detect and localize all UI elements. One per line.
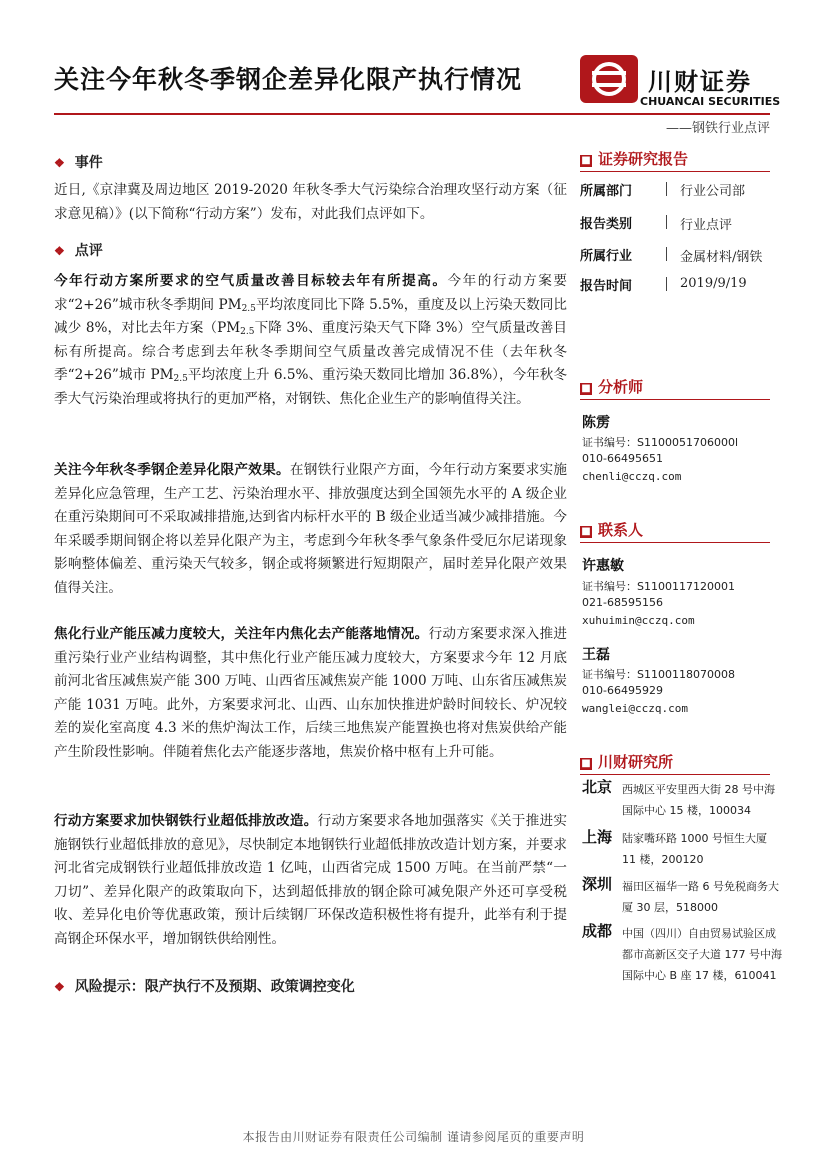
section-heading-event: ❖ 事件 — [54, 155, 103, 171]
report-subtitle: ——钢铁行业点评 — [665, 121, 770, 136]
paragraph-lead: 今年行动方案所要求的空气质量改善目标较去年有所提高。 — [54, 273, 448, 289]
square-bullet-icon: ■ — [581, 758, 591, 769]
square-bullet-icon: ■ — [581, 526, 591, 537]
brand-name-cn: 川财证券 — [648, 68, 752, 96]
square-bullet-icon: ■ — [581, 155, 591, 166]
office-city-shanghai: 上海 — [582, 828, 613, 846]
header-divider — [54, 113, 770, 115]
comment-paragraph-4: 行动方案要求加快钢铁行业超低排放改造。行动方案要求各地加强落实《关于推进实施钢铁行业超低排放的意见》，尽快制定本地钢铁行业超低排放改造计划方案，并要求河北省完成钢铁行业超低排放改造 1 亿吨，山西省完成 1500 万吨。在当前严禁“一刀切”、差异化限产的政策取向下，达到超低排放的钢企除可减免限产外还可享受税收、差异化电价等优惠政策，预计后续钢厂环保改造积极性将有提升，此举有利于提高钢企环保水平，增加钢铁供给刚性。 — [54, 813, 568, 947]
contact-phone: 021-68595156 — [582, 596, 663, 609]
office-city-shenzhen: 深圳 — [582, 875, 613, 893]
contact-email: wanglei@cczq.com — [582, 702, 688, 715]
diamond-bullet-icon: ❖ — [54, 980, 65, 994]
analyst-name: 陈雳 — [582, 415, 610, 431]
paragraph-lead: 行动方案要求加快钢铁行业超低排放改造。 — [54, 813, 318, 829]
paragraph-lead: 焦化行业产能压减力度较大，关注年内焦化去产能落地情况。 — [54, 626, 429, 642]
info-separator — [666, 215, 667, 229]
info-label-industry: 所属行业 — [580, 249, 633, 264]
info-separator — [666, 247, 667, 261]
event-paragraph: 近日,《京津冀及周边地区 2019-2020 年秋冬季大气污染综合治理攻坚行动方案（征求意见稿）》(以下简称“行动方案”）发布，对此我们点评如下。 — [54, 182, 567, 222]
sidebar-divider — [580, 399, 770, 400]
paragraph-lead: 关注今年秋冬季钢企差异化限产效果。 — [54, 462, 290, 478]
risk-warning: ❖ 风险提示：限产执行不及预期、政策调控变化 — [54, 979, 355, 995]
page-footer: 本报告由川财证券有限责任公司编制 谨请参阅尾页的重要声明 — [242, 1130, 585, 1144]
comment-paragraph-1: 今年行动方案所要求的空气质量改善目标较去年有所提高。今年的行动方案要求“2+26”城市秋冬季期间 $PM_{2.5}$平均浓度同比下降 5.5%，重度及以上污染天数同比减少 8%，对比去年方案（$PM_{2.5}$下降 3%、重度污染天气下降 3%）空气质量改善目标有所提高。综合考虑到去年秋冬季期间空气质量改善完成情况不佳（去年秋冬季“2+26”城市 $PM_{2.5}$平均浓度上升 6.5%、重污染天数同比增加 36.8%），今年秋冬季大气污染治理或将执行的更加严格，对钢铁、焦化企业生产的影响值得关注。 — [54, 273, 568, 407]
square-bullet-icon: ■ — [581, 383, 591, 394]
report-title: 关注今年秋冬季钢企差异化限产执行情况 — [54, 65, 523, 94]
office-address-beijing: 西城区平安里西大街 28 号中海国际中心 15 楼，100034 — [622, 783, 775, 817]
info-value-date: 2019/9/19 — [680, 276, 747, 291]
section-heading-comment: ❖ 点评 — [54, 243, 103, 259]
office-city-chengdu: 成都 — [582, 922, 613, 940]
sidebar-heading-contact: ■ 联系人 — [581, 521, 644, 539]
info-value-industry: 金属材料/钢铁 — [680, 250, 763, 265]
info-label-date: 报告时间 — [580, 279, 633, 294]
sidebar-heading-report: ■ 证券研究报告 — [581, 150, 689, 168]
contact-name: 许惠敏 — [582, 558, 624, 574]
office-address-shenzhen: 福田区福华一路 6 号免税商务大厦 30 层，518000 — [622, 880, 779, 914]
diamond-bullet-icon: ❖ — [54, 156, 65, 170]
info-value-department: 行业公司部 — [680, 184, 746, 199]
contact-phone: 010-66495929 — [582, 684, 663, 697]
sidebar-divider — [580, 171, 770, 172]
chuancai-logo-icon — [580, 55, 638, 103]
comment-paragraph-3: 焦化行业产能压减力度较大，关注年内焦化去产能落地情况。行动方案要求深入推进重污染行业产业结构调整，其中焦化行业产能压减力度较大，方案要求今年 12 月底前河北省压减焦炭产能 300 万吨、山西省压减焦炭产能 1000 万吨、山东省压减焦炭产能 1031 万吨。此外，方案要求河北、山西、山东加快推进炉龄时间较长、炉况较差的炭化室高度 4.3 米的焦炉淘汰工作，后续三地焦炭产能置换也将对焦炭供给产能产生阶段性影响。伴随着焦化去产能逐步落地，焦炭价格中枢有上升可能。 — [54, 626, 568, 760]
info-value-type: 行业点评 — [680, 218, 733, 233]
sidebar-heading-analyst: ■ 分析师 — [581, 378, 644, 396]
office-address-shanghai: 陆家嘴环路 1000 号恒生大厦 11 楼，200120 — [622, 832, 767, 866]
office-address-chengdu: 中国（四川）自由贸易试验区成都市高新区交子大道 177 号中海国际中心 B 座 17 楼，610041 — [622, 927, 782, 982]
analyst-cert: 证书编号：S1100051706000l — [582, 436, 739, 449]
contact-cert: 证书编号：S1100118070008 — [582, 668, 735, 681]
info-separator — [666, 182, 667, 196]
brand-name-en: CHUANCAI SECURITIES — [640, 95, 781, 108]
info-separator — [666, 277, 667, 291]
contact-cert: 证书编号：S1100117120001 — [582, 580, 735, 593]
contact-email: xuhuimin@cczq.com — [582, 614, 695, 627]
analyst-phone: 010-66495651 — [582, 452, 663, 465]
office-city-beijing: 北京 — [582, 778, 613, 796]
sidebar-divider — [580, 542, 770, 543]
analyst-email: chenli@cczq.com — [582, 470, 682, 483]
sidebar-heading-institute: ■ 川财研究所 — [581, 753, 674, 771]
diamond-bullet-icon: ❖ — [54, 244, 65, 258]
sidebar-divider — [580, 774, 770, 775]
contact-name: 王磊 — [582, 647, 610, 663]
info-label-department: 所属部门 — [580, 184, 633, 199]
info-label-type: 报告类别 — [580, 217, 633, 232]
comment-paragraph-2: 关注今年秋冬季钢企差异化限产效果。在钢铁行业限产方面，今年行动方案要求实施差异化应急管理，生产工艺、污染治理水平、排放强度达到全国领先水平的 A 级企业在重污染期间可不采取减排措施,达到省内标杆水平的 B 级企业适当减少减排措施。今年采暖季期间钢企将以差异化限产为主，考虑到今年秋冬季气象条件受厄尔尼诺现象影响整体偏差、重污染天气较多，钢企或将频繁进行短期限产，届时差异化限产效果值得关注。 — [54, 462, 568, 596]
